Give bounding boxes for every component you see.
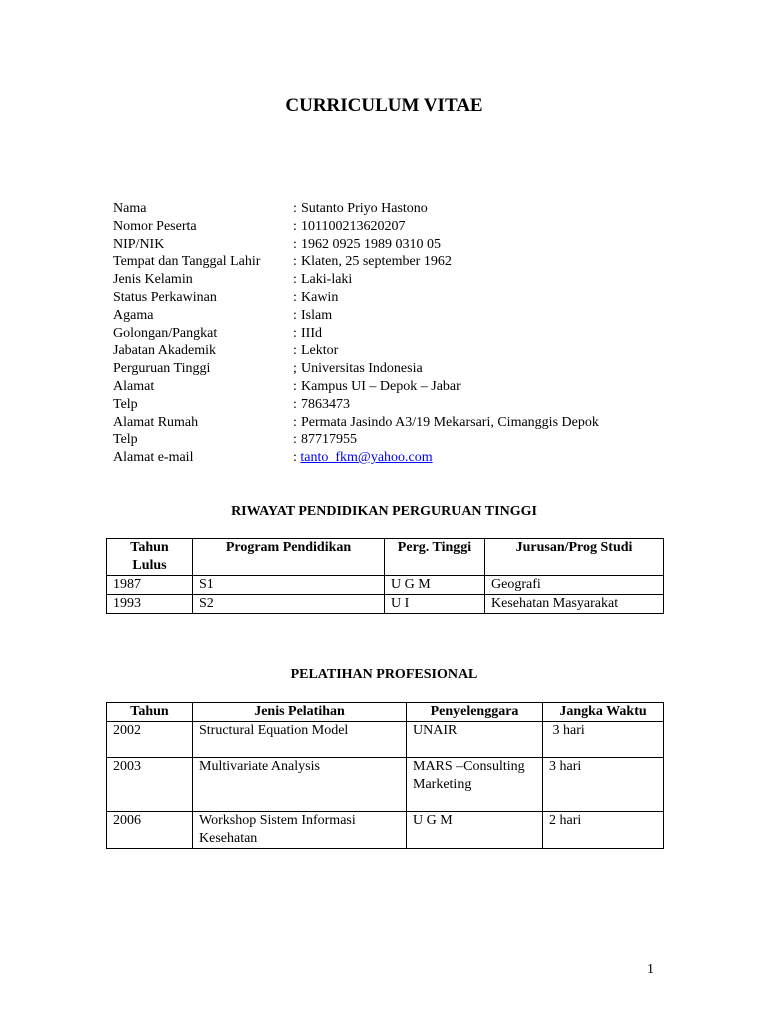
info-value: 1962 0925 1989 0310 05 <box>301 236 441 252</box>
info-separator: : <box>293 325 297 341</box>
info-separator: : <box>293 343 297 359</box>
table-cell: Kesehatan Masyarakat <box>485 595 664 614</box>
table-cell: Workshop Sistem Informasi Kesehatan <box>193 812 407 849</box>
info-value: Islam <box>301 307 333 323</box>
table-cell: 3 hari <box>543 722 664 758</box>
info-label: Jabatan Akademik <box>113 343 217 359</box>
info-row-email <box>113 449 673 467</box>
info-separator: : <box>293 289 297 305</box>
info-label: Perguruan Tinggi <box>113 361 211 377</box>
info-label: Jenis Kelamin <box>113 272 193 288</box>
info-label: Telp <box>113 396 138 412</box>
training-table <box>106 702 664 849</box>
info-value <box>293 449 433 467</box>
training-section-title: PELATIHAN PROFESIONAL <box>290 667 478 682</box>
education-header-row <box>107 539 664 576</box>
table-cell: Multivariate Analysis <box>193 758 407 812</box>
personal-info <box>113 200 673 467</box>
table-cell: 2003 <box>107 758 193 812</box>
info-row-golongan <box>113 325 673 343</box>
info-separator: : <box>293 396 297 412</box>
info-row-nip <box>113 236 673 254</box>
table-cell: U G M <box>407 812 543 849</box>
info-separator: : <box>293 307 297 323</box>
table-cell: UNAIR <box>407 722 543 758</box>
info-row-tempat-tanggal-lahir <box>113 253 673 271</box>
info-label: Tempat dan Tanggal Lahir <box>113 254 261 270</box>
info-value: Klaten, 25 september 1962 <box>301 254 452 270</box>
info-separator: : <box>293 414 297 430</box>
column-header: Penyelenggara <box>407 703 543 722</box>
info-separator: ; <box>293 361 297 377</box>
info-label: Agama <box>113 307 154 323</box>
column-header: Program Pendidikan <box>193 539 385 576</box>
info-value: 7863473 <box>301 396 350 412</box>
info-label: Nama <box>113 201 147 216</box>
info-separator: : <box>293 378 297 394</box>
info-label: Alamat Rumah <box>113 414 199 430</box>
training-header-row <box>107 703 664 722</box>
info-separator: : <box>293 432 297 448</box>
info-row-telp-rumah <box>113 431 673 449</box>
table-row <box>107 576 664 595</box>
info-label: Nomor Peserta <box>113 218 197 234</box>
table-cell: U I <box>385 595 485 614</box>
info-separator: : <box>293 236 297 252</box>
table-cell: 1993 <box>107 595 193 614</box>
info-row-alamat-rumah <box>113 414 673 432</box>
column-header: Jenis Pelatihan <box>193 703 407 722</box>
document-title: CURRICULUM VITAE <box>285 95 483 116</box>
info-value: Permata Jasindo A3/19 Mekarsari, Cimanggis Depok <box>301 414 599 430</box>
info-row-jabatan-akademik <box>113 342 673 360</box>
info-label: Telp <box>113 432 138 448</box>
education-table <box>106 538 664 614</box>
info-row-nama <box>113 200 673 218</box>
info-row-agama <box>113 307 673 325</box>
info-separator: : <box>293 254 297 270</box>
info-separator: : <box>293 218 297 234</box>
info-label: Alamat <box>113 378 155 394</box>
table-cell: Structural Equation Model <box>193 722 407 758</box>
column-header: Jurusan/Prog Studi <box>485 539 664 576</box>
column-header: Jangka Waktu <box>543 703 664 722</box>
info-value: Laki-laki <box>301 272 353 288</box>
info-value: 101100213620207 <box>301 218 406 234</box>
info-separator: : <box>293 272 297 288</box>
info-value: IIId <box>301 325 322 341</box>
info-row-alamat <box>113 378 673 396</box>
info-row-telp-kantor <box>113 396 673 414</box>
info-value: Kawin <box>301 289 339 305</box>
table-row <box>107 812 664 849</box>
info-separator: : <box>293 201 297 216</box>
table-cell: 2006 <box>107 812 193 849</box>
table-row <box>107 722 664 758</box>
info-label: Alamat e-mail <box>113 450 194 466</box>
email-link[interactable]: tanto_fkm@yahoo.com <box>300 450 433 466</box>
info-label: Status Perkawinan <box>113 289 217 305</box>
info-row-status-perkawinan <box>113 289 673 307</box>
info-value: Kampus UI – Depok – Jabar <box>301 378 461 394</box>
table-cell: S1 <box>193 576 385 595</box>
table-row <box>107 595 664 614</box>
table-cell: 1987 <box>107 576 193 595</box>
table-cell: MARS –Consulting Marketing <box>407 758 543 812</box>
column-header: Tahun <box>107 703 193 722</box>
info-row-nomor-peserta <box>113 218 673 236</box>
info-value: Universitas Indonesia <box>301 361 423 377</box>
info-label: Golongan/Pangkat <box>113 325 218 341</box>
column-header: Tahun Lulus <box>107 539 193 576</box>
info-value: Sutanto Priyo Hastono <box>301 201 428 216</box>
table-row <box>107 758 664 812</box>
info-value: Lektor <box>301 343 339 359</box>
table-cell: 2002 <box>107 722 193 758</box>
info-separator: : <box>293 450 297 466</box>
column-header: Perg. Tinggi <box>385 539 485 576</box>
education-section-title: RIWAYAT PENDIDIKAN PERGURUAN TINGGI <box>231 504 537 519</box>
table-cell: 3 hari <box>543 758 664 812</box>
info-value: 87717955 <box>301 432 357 448</box>
info-row-jenis-kelamin <box>113 271 673 289</box>
table-cell: Geografi <box>485 576 664 595</box>
table-cell: U G M <box>385 576 485 595</box>
table-cell: S2 <box>193 595 385 614</box>
info-row-perguruan-tinggi <box>113 360 673 378</box>
page-number: 1 <box>647 962 654 977</box>
table-cell: 2 hari <box>543 812 664 849</box>
info-label: NIP/NIK <box>113 236 165 252</box>
